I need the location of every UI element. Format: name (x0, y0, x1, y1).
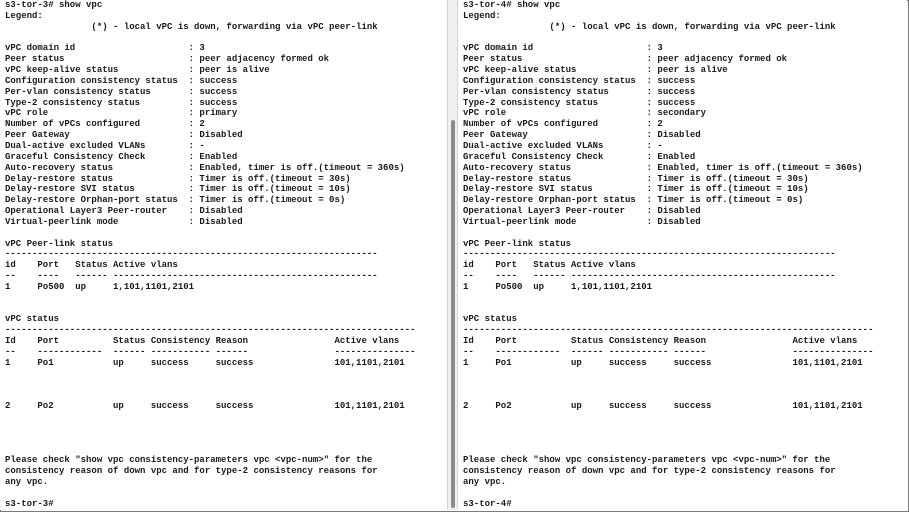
terminal-line (463, 423, 907, 434)
terminal-line: Dual-active excluded VLANs : - (463, 140, 663, 151)
terminal-line (5, 445, 447, 456)
terminal-line: -- ------------ ------ ----------- ------ --------------- (5, 347, 416, 357)
terminal-line: Per-vlan consistency status : success (5, 86, 238, 97)
terminal-line: s3-tor-3# (5, 498, 54, 509)
terminal-line: Id Port Status Consistency Reason Active vlans (5, 336, 400, 347)
terminal-line (5, 488, 447, 499)
terminal-line: Delay-restore status : Timer is off.(timeout = 30s) (463, 173, 809, 184)
terminal-line: Graceful Consistency Check : Enabled (463, 151, 696, 162)
terminal-line (5, 369, 447, 380)
terminal-line: vPC role : primary (5, 108, 238, 119)
terminal-line: Dual-active excluded VLANs : - (5, 140, 205, 151)
terminal-line (5, 304, 447, 315)
terminal-line: Please check "show vpc consistency-parameters vpc <vpc-num>" for the (463, 455, 831, 466)
terminal-line: Graceful Consistency Check : Enabled (5, 151, 238, 162)
terminal-line: vPC Peer-link status (5, 238, 114, 249)
terminal-line: id Port Status Active vlans (5, 260, 178, 271)
terminal-line: Per-vlan consistency status : success (463, 86, 696, 97)
terminal-line: Virtual-peerlink mode : Disabled (463, 216, 701, 227)
terminal-line: ---------------------------------------------------------------------------- (5, 325, 416, 336)
terminal-line (463, 380, 907, 391)
terminal-line: Peer Gateway : Disabled (463, 130, 701, 141)
terminal-line: vPC domain id : 3 (5, 43, 205, 54)
terminal-line: vPC status (5, 314, 60, 325)
terminal-line: Delay-restore SVI status : Timer is off.(timeout = 10s) (5, 184, 351, 195)
terminal-line: any vpc. (5, 477, 49, 488)
terminal-line: vPC role : secondary (463, 108, 707, 119)
terminal-line (5, 390, 447, 401)
terminal-line: consistency reason of down vpc and for type-2 consistency reasons for (463, 466, 836, 477)
terminal-line: Please check "show vpc consistency-parameters vpc <vpc-num>" for the (5, 455, 373, 466)
terminal-line: --------------------------------------------------------------------- (463, 249, 836, 260)
terminal-pane-s3-tor-3[interactable] (0, 0, 447, 510)
terminal-line (463, 412, 907, 423)
terminal-line: Number of vPCs configured : 2 (5, 119, 205, 130)
terminal-line: s3-tor-4# show vpc (463, 0, 561, 10)
terminal-line: vPC keep-alive status : peer is alive (5, 65, 270, 76)
terminal-line: -- ------------ ------ ----------- ------ --------------- (463, 347, 874, 357)
terminal-line: vPC keep-alive status : peer is alive (463, 65, 728, 76)
terminal-line: 1 Po500 up 1,101,1101,2101 (463, 281, 653, 292)
terminal-line: Number of vPCs configured : 2 (463, 119, 663, 130)
terminal-line: Id Port Status Consistency Reason Active vlans (463, 336, 858, 347)
terminal-line (463, 33, 907, 44)
terminal-line (463, 304, 907, 315)
terminal-line: -- ---- ------ ------------------------------------------------- (463, 271, 836, 282)
terminal-line: Legend: (463, 10, 501, 21)
terminal-line: (*) - local vPC is down, forwarding via vPC peer-link (463, 21, 836, 32)
terminal-line (5, 33, 447, 44)
terminal-line: ---------------------------------------------------------------------------- (463, 325, 874, 336)
terminal-line: s3-tor-3# show vpc (5, 0, 103, 10)
terminal-line (463, 488, 907, 499)
terminal-line: Delay-restore SVI status : Timer is off.(timeout = 10s) (463, 184, 809, 195)
terminal-line (5, 293, 447, 304)
terminal-line: any vpc. (463, 477, 507, 488)
terminal-line (5, 423, 447, 434)
terminal-line: 1 Po1 up success success 101,1101,2101 (463, 357, 863, 368)
terminal-output-s3-tor-3[interactable] (0, 0, 447, 510)
terminal-line: Auto-recovery status : Enabled, timer is off.(timeout = 360s) (463, 162, 863, 173)
terminal-line: Configuration consistency status : success (463, 75, 696, 86)
terminal-line (463, 228, 907, 239)
terminal-output-s3-tor-4[interactable] (458, 0, 907, 510)
terminal-line: 1 Po500 up 1,101,1101,2101 (5, 281, 195, 292)
terminal-line: s3-tor-4# (463, 498, 512, 509)
terminal-line: 2 Po2 up success success 101,1101,2101 (5, 401, 405, 412)
terminal-line: Operational Layer3 Peer-router : Disabled (463, 206, 701, 217)
terminal-line: Delay-restore Orphan-port status : Timer is off.(timeout = 0s) (5, 195, 346, 206)
terminal-line (463, 369, 907, 380)
terminal-line: Virtual-peerlink mode : Disabled (5, 216, 243, 227)
terminal-line: Peer status : peer adjacency formed ok (463, 54, 788, 65)
terminal-line (5, 228, 447, 239)
terminal-line: Type-2 consistency status : success (463, 97, 696, 108)
terminal-line: Delay-restore status : Timer is off.(timeout = 30s) (5, 173, 351, 184)
terminal-line: --------------------------------------------------------------------- (5, 249, 378, 260)
terminal-line: Auto-recovery status : Enabled, timer is off.(timeout = 360s) (5, 162, 405, 173)
terminal-line (463, 434, 907, 445)
terminal-line (463, 293, 907, 304)
terminal-line: Peer Gateway : Disabled (5, 130, 243, 141)
terminal-line (463, 390, 907, 401)
terminal-line: 1 Po1 up success success 101,1101,2101 (5, 357, 405, 368)
pane-divider-scrollbar[interactable] (447, 0, 458, 510)
terminal-line: 2 Po2 up success success 101,1101,2101 (463, 401, 863, 412)
terminal-line: Type-2 consistency status : success (5, 97, 238, 108)
terminal-line (463, 445, 907, 456)
terminal-line (5, 380, 447, 391)
terminal-line: -- ---- ------ ------------------------------------------------- (5, 271, 378, 282)
terminal-line: vPC domain id : 3 (463, 43, 663, 54)
terminal-line: Operational Layer3 Peer-router : Disabled (5, 206, 243, 217)
terminal-line (5, 412, 447, 423)
terminal-line: vPC status (463, 314, 518, 325)
scrollbar-thumb[interactable] (451, 120, 455, 508)
terminal-line: Peer status : peer adjacency formed ok (5, 54, 330, 65)
terminal-line: Configuration consistency status : success (5, 75, 238, 86)
terminal-line: id Port Status Active vlans (463, 260, 636, 271)
terminal-line: vPC Peer-link status (463, 238, 572, 249)
terminal-line: Legend: (5, 10, 43, 21)
terminal-line (5, 434, 447, 445)
terminal-line: consistency reason of down vpc and for type-2 consistency reasons for (5, 466, 378, 477)
terminal-pane-s3-tor-4[interactable] (458, 0, 907, 510)
terminal-line: (*) - local vPC is down, forwarding via vPC peer-link (5, 21, 378, 32)
terminal-line: Delay-restore Orphan-port status : Timer is off.(timeout = 0s) (463, 195, 804, 206)
